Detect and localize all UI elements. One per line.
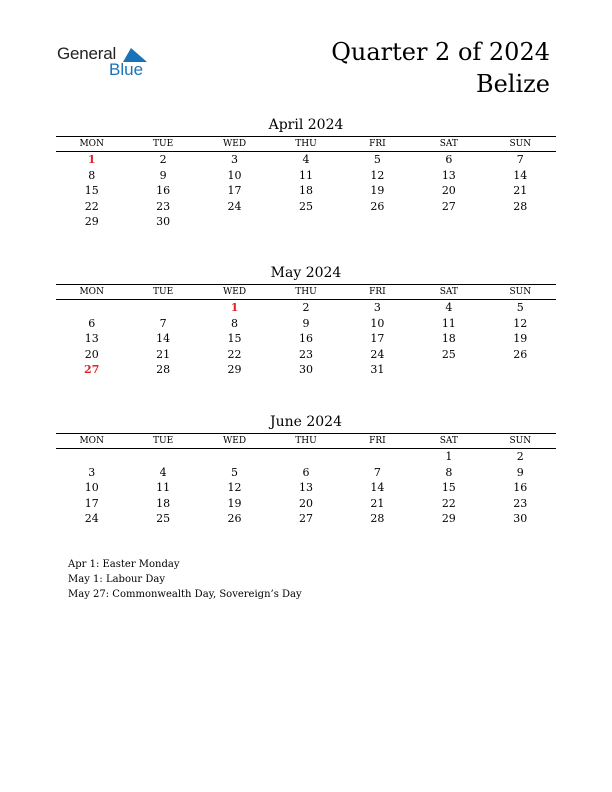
day-cell: 20: [84, 347, 99, 361]
month-calendar: [56, 413, 556, 527]
quarter-title: Quarter 2 of 2024: [331, 38, 550, 66]
day-cell: 30: [298, 363, 313, 377]
month-grid: [56, 284, 556, 378]
day-cell: 13: [441, 168, 456, 182]
weekday-header-row: [56, 137, 556, 152]
day-cell: 6: [302, 465, 310, 479]
weekday-header: THU: [270, 434, 341, 449]
empty-day-cell: [485, 362, 556, 378]
week-row: [56, 331, 556, 347]
holiday-day-cell: 27: [84, 363, 100, 377]
day-cell: 27: [441, 199, 456, 213]
day-cell: 24: [370, 347, 385, 361]
day-cell: 11: [156, 481, 171, 495]
day-cell: 29: [227, 363, 242, 377]
day-cell: 11: [298, 168, 313, 182]
day-cell: 24: [84, 512, 99, 526]
day-cell: 9: [516, 465, 524, 479]
day-cell: 20: [298, 496, 313, 510]
day-cell: 2: [159, 153, 167, 167]
day-cell: 23: [513, 496, 528, 510]
holiday-note: May 27: Commonwealth Day, Sovereign’s Day: [68, 588, 302, 600]
day-cell: 28: [156, 363, 171, 377]
weekday-header: WED: [199, 434, 270, 449]
empty-day-cell: [413, 362, 484, 378]
week-row: [56, 496, 556, 512]
weekday-header: SAT: [413, 137, 484, 152]
holiday-day-cell: 1: [87, 153, 96, 167]
day-cell: 5: [516, 301, 524, 315]
day-cell: 10: [370, 316, 385, 330]
day-cell: 4: [302, 153, 310, 167]
day-cell: 10: [84, 481, 99, 495]
weekday-header: TUE: [127, 285, 198, 300]
weekday-header: WED: [199, 285, 270, 300]
day-cell: 21: [156, 347, 171, 361]
day-cell: 18: [298, 184, 313, 198]
month-grid: [56, 136, 556, 230]
day-cell: 29: [84, 215, 99, 229]
week-row: [56, 449, 556, 465]
day-cell: 21: [513, 184, 528, 198]
day-cell: 16: [156, 184, 171, 198]
day-cell: 2: [302, 301, 310, 315]
empty-day-cell: [56, 449, 127, 465]
day-cell: 9: [159, 168, 167, 182]
day-cell: 15: [227, 332, 242, 346]
page-title: [331, 36, 550, 100]
day-cell: 8: [445, 465, 453, 479]
month-title: April 2024: [268, 117, 344, 133]
day-cell: 26: [370, 199, 385, 213]
holiday-note: May 1: Labour Day: [68, 573, 165, 585]
empty-day-cell: [127, 300, 198, 316]
weekday-header: TUE: [127, 434, 198, 449]
week-row: [56, 300, 556, 316]
empty-day-cell: [199, 214, 270, 230]
day-cell: 26: [513, 347, 528, 361]
empty-day-cell: [56, 300, 127, 316]
day-cell: 22: [441, 496, 456, 510]
day-cell: 12: [227, 481, 242, 495]
day-cell: 22: [227, 347, 242, 361]
week-row: [56, 480, 556, 496]
week-row: [56, 465, 556, 481]
month-calendar: [56, 116, 556, 230]
week-row: [56, 347, 556, 363]
weekday-header: THU: [270, 137, 341, 152]
week-row: [56, 511, 556, 527]
day-cell: 15: [441, 481, 456, 495]
week-row: [56, 362, 556, 378]
week-row: [56, 152, 556, 168]
day-cell: 25: [441, 347, 456, 361]
day-cell: 22: [84, 199, 99, 213]
day-cell: 2: [516, 450, 524, 464]
day-cell: 30: [513, 512, 528, 526]
day-cell: 29: [441, 512, 456, 526]
weekday-header: FRI: [342, 137, 413, 152]
day-cell: 8: [88, 168, 96, 182]
day-cell: 14: [370, 481, 385, 495]
weekday-header: SAT: [413, 285, 484, 300]
empty-day-cell: [342, 449, 413, 465]
day-cell: 14: [156, 332, 171, 346]
holiday-note: Apr 1: Easter Monday: [68, 559, 180, 570]
day-cell: 6: [88, 316, 96, 330]
empty-day-cell: [127, 449, 198, 465]
week-row: [56, 183, 556, 199]
day-cell: 7: [516, 153, 524, 167]
generalblue-logo: [57, 44, 157, 84]
day-cell: 28: [370, 512, 385, 526]
day-cell: 19: [513, 332, 528, 346]
day-cell: 27: [298, 512, 313, 526]
week-row: [56, 214, 556, 230]
day-cell: 15: [84, 184, 99, 198]
day-cell: 12: [370, 168, 385, 182]
day-cell: 6: [445, 153, 453, 167]
weekday-header: THU: [270, 285, 341, 300]
day-cell: 19: [370, 184, 385, 198]
day-cell: 17: [227, 184, 242, 198]
weekday-header: SAT: [413, 434, 484, 449]
day-cell: 28: [513, 199, 528, 213]
country-title: Belize: [475, 70, 550, 98]
holiday-notes: [68, 558, 302, 602]
weekday-header: TUE: [127, 137, 198, 152]
day-cell: 7: [373, 465, 381, 479]
empty-day-cell: [199, 449, 270, 465]
day-cell: 16: [298, 332, 313, 346]
day-cell: 16: [513, 481, 528, 495]
day-cell: 25: [298, 199, 313, 213]
weekday-header: FRI: [342, 434, 413, 449]
day-cell: 21: [370, 496, 385, 510]
day-cell: 8: [231, 316, 239, 330]
day-cell: 25: [156, 512, 171, 526]
logo-blue-text: Blue: [109, 60, 144, 79]
day-cell: 30: [156, 215, 171, 229]
day-cell: 23: [298, 347, 313, 361]
day-cell: 31: [370, 363, 385, 377]
weekday-header-row: [56, 285, 556, 300]
day-cell: 1: [445, 450, 453, 464]
week-row: [56, 199, 556, 215]
month-grid: [56, 433, 556, 527]
month-title: May 2024: [270, 265, 342, 281]
day-cell: 17: [370, 332, 385, 346]
empty-day-cell: [270, 214, 341, 230]
day-cell: 13: [298, 481, 313, 495]
weekday-header: SUN: [485, 434, 556, 449]
weekday-header: SUN: [485, 285, 556, 300]
day-cell: 24: [227, 199, 242, 213]
day-cell: 3: [231, 153, 239, 167]
day-cell: 13: [84, 332, 99, 346]
logo-general-text: General: [57, 44, 117, 63]
day-cell: 20: [441, 184, 456, 198]
weekday-header: MON: [56, 285, 127, 300]
day-cell: 14: [513, 168, 528, 182]
day-cell: 18: [156, 496, 171, 510]
empty-day-cell: [413, 214, 484, 230]
day-cell: 17: [84, 496, 99, 510]
day-cell: 11: [441, 316, 456, 330]
day-cell: 10: [227, 168, 242, 182]
week-row: [56, 316, 556, 332]
empty-day-cell: [485, 214, 556, 230]
day-cell: 23: [156, 199, 171, 213]
weekday-header-row: [56, 434, 556, 449]
day-cell: 3: [373, 301, 381, 315]
day-cell: 19: [227, 496, 242, 510]
holiday-day-cell: 1: [230, 301, 239, 315]
day-cell: 5: [231, 465, 239, 479]
weekday-header: MON: [56, 137, 127, 152]
month-calendar: [56, 264, 556, 378]
day-cell: 4: [445, 301, 453, 315]
weekday-header: MON: [56, 434, 127, 449]
day-cell: 7: [159, 316, 167, 330]
day-cell: 3: [88, 465, 96, 479]
weekday-header: FRI: [342, 285, 413, 300]
day-cell: 5: [373, 153, 381, 167]
day-cell: 9: [302, 316, 310, 330]
day-cell: 18: [441, 332, 456, 346]
month-title: June 2024: [269, 414, 342, 430]
weekday-header: WED: [199, 137, 270, 152]
day-cell: 26: [227, 512, 242, 526]
weekday-header: SUN: [485, 137, 556, 152]
day-cell: 4: [159, 465, 167, 479]
empty-day-cell: [270, 449, 341, 465]
week-row: [56, 168, 556, 184]
empty-day-cell: [342, 214, 413, 230]
day-cell: 12: [513, 316, 528, 330]
